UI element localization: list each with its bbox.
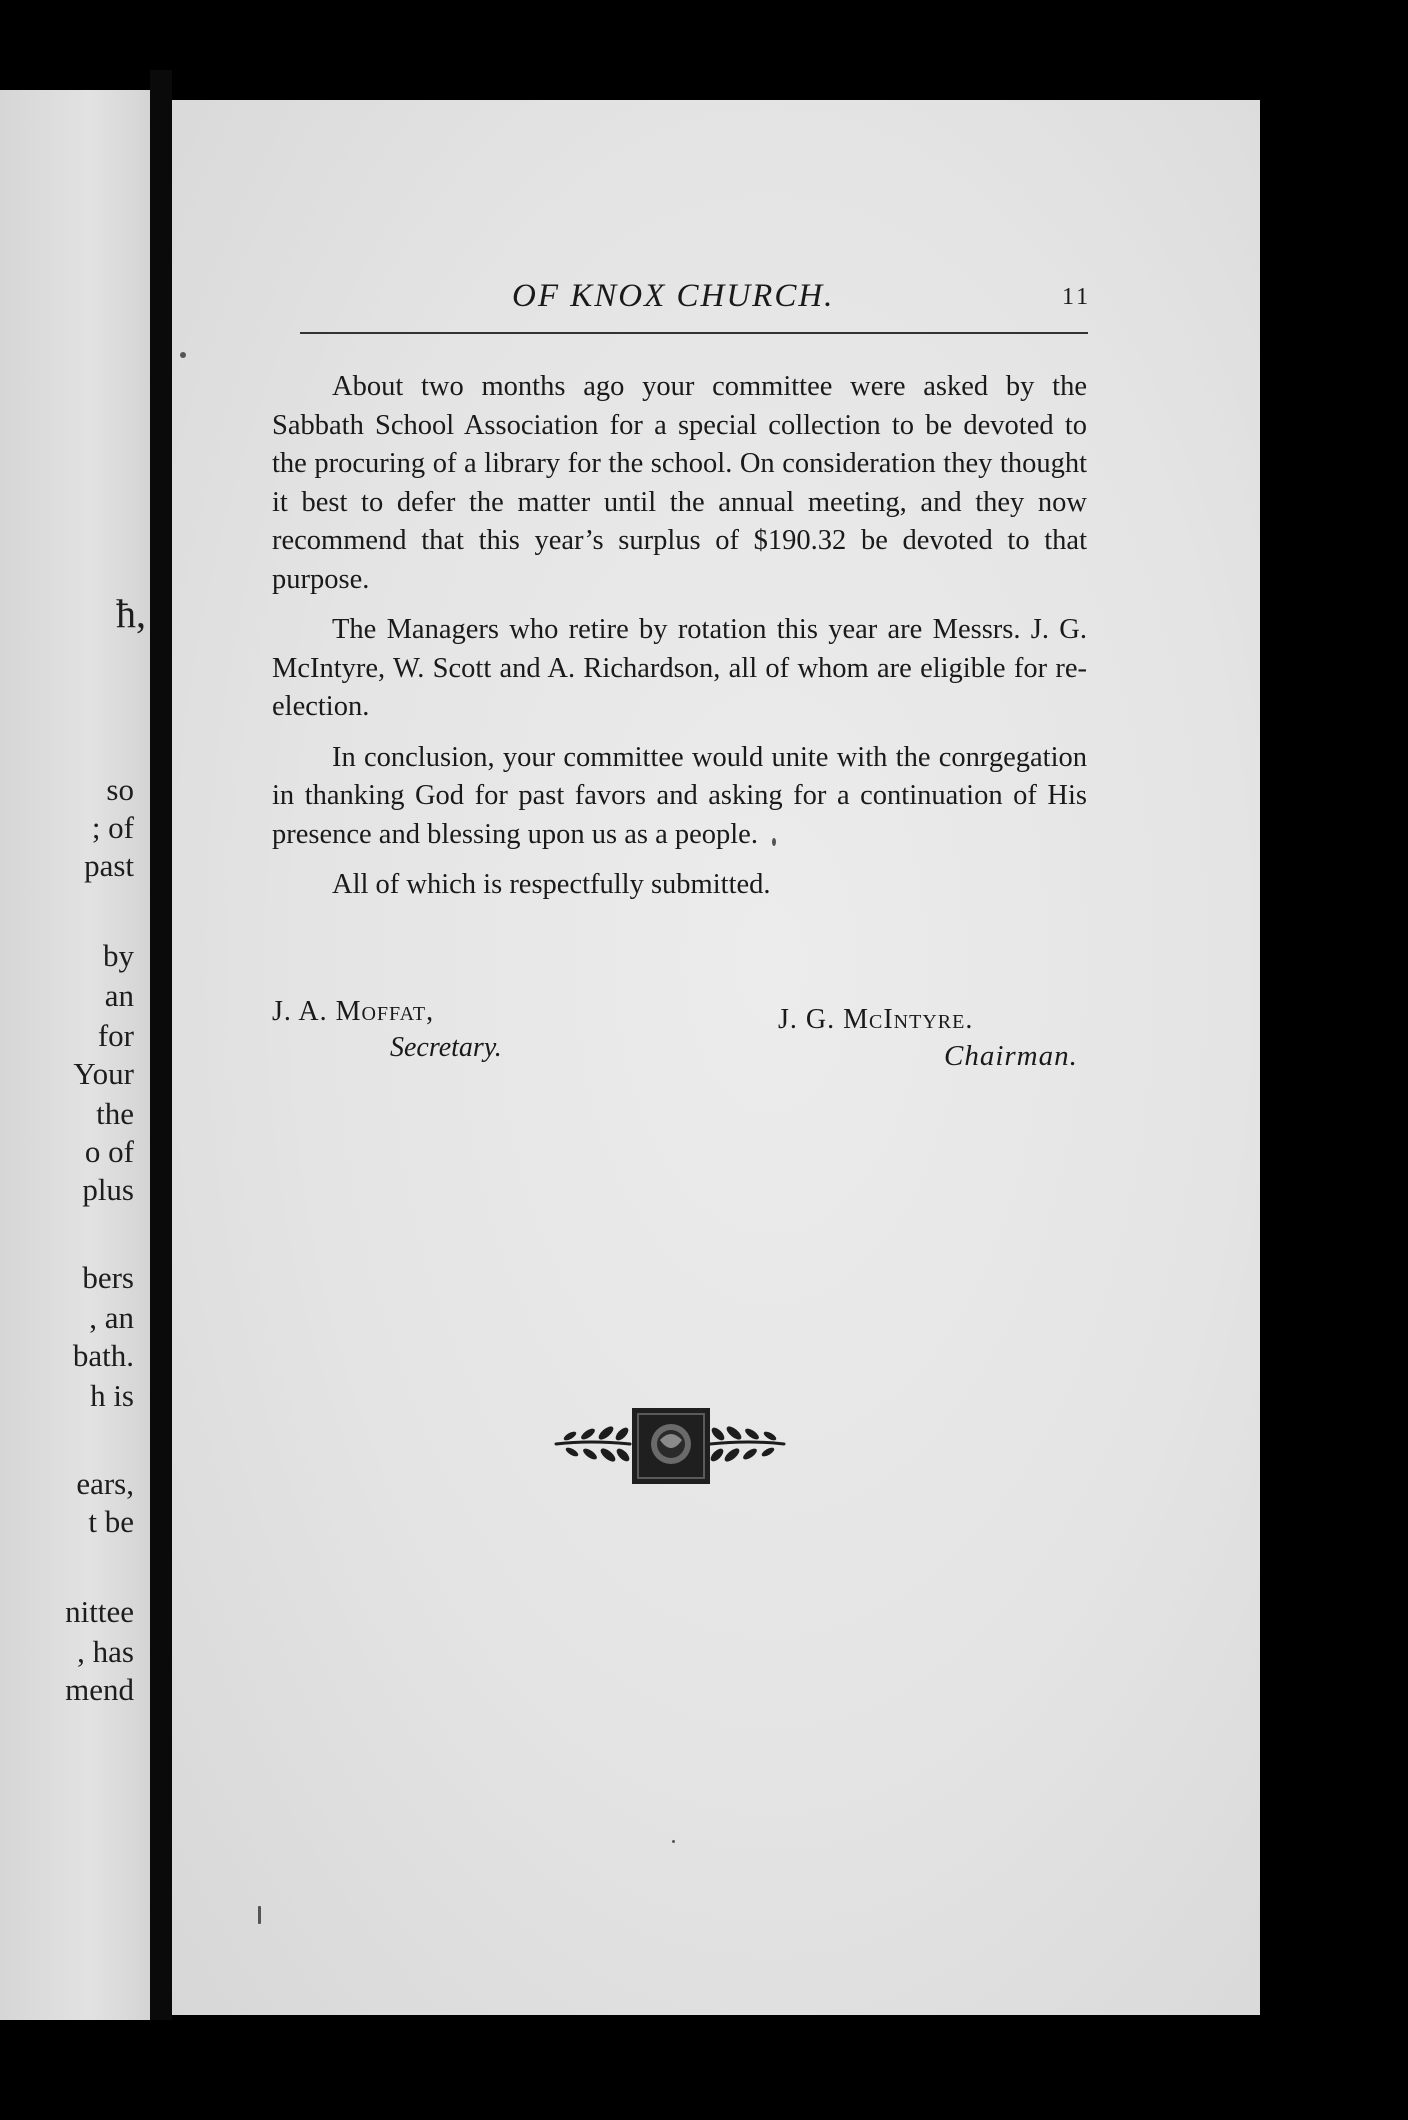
left-page-fragment: plus	[82, 1172, 134, 1207]
paragraph-submitted: All of which is respectfully submitted.	[332, 869, 771, 900]
paragraph-managers-rotation: The Managers who retire by rotation this year are Messrs. J. G. McIntyre, W. Scott and A. Richardson, all of whom are eligible for re-election.	[272, 614, 1087, 722]
left-page-fragment: ħ,	[116, 591, 146, 636]
header-rule	[300, 332, 1088, 334]
paragraph-conclusion: In conclusion, your committee would unite with the conrgegation in thanking God for past favors and asking for a continuation of His presence and blessing upon us as a people.	[272, 741, 1087, 850]
left-page-fragment: past	[84, 848, 134, 883]
chairman-title: Chairman.	[944, 1040, 1078, 1072]
left-page-fragment: , an	[89, 1300, 134, 1335]
left-page-fragment: by	[103, 938, 134, 973]
left-page-fragment: , has	[77, 1634, 134, 1669]
floral-vignette-icon	[550, 1400, 790, 1490]
running-head	[172, 278, 1260, 322]
running-title: OF KNOX CHURCH.	[512, 278, 835, 314]
left-page-fragment: nittee	[65, 1594, 134, 1629]
paper-speck	[772, 838, 776, 846]
left-page-fragment: so	[106, 772, 134, 807]
paper-speck	[258, 1906, 261, 1924]
left-page-fragment: bers	[82, 1260, 134, 1295]
left-page-fragment: mend	[65, 1672, 134, 1707]
paragraph-library-collection: About two months ago your committee were asked by the Sabbath School Association for a special collection to be devoted to the procuring of a library for the school. On consideration they thought it best to defer the matter until the annual meeting, and they now recommend that this year’s surplus of $190.32 be devoted to that purpose.	[272, 371, 1087, 595]
left-page-fragment: ears,	[76, 1466, 134, 1501]
secretary-name: J. A. Moffat,	[272, 996, 435, 1027]
signature-block	[272, 996, 1087, 1106]
secretary-title: Secretary.	[390, 1032, 502, 1063]
report-body	[272, 368, 1087, 917]
left-page-fragment: t be	[88, 1504, 134, 1539]
left-page-fragment: bath.	[72, 1338, 134, 1373]
page-number: 11	[1062, 284, 1092, 310]
left-page-fragment: o of	[84, 1134, 134, 1169]
left-page-fragment: ; of	[91, 810, 134, 845]
left-page-fragment: an	[104, 978, 134, 1013]
left-page-fragment: for	[97, 1018, 134, 1053]
left-page-fragment: Your	[73, 1056, 134, 1091]
left-page-fragment: the	[96, 1096, 134, 1131]
paper-speck	[180, 352, 186, 358]
paper-speck	[672, 1840, 675, 1843]
right-page	[172, 100, 1260, 2015]
book-gutter	[150, 70, 172, 2020]
left-facing-page	[0, 90, 150, 2020]
left-page-fragment: h is	[90, 1378, 134, 1413]
chairman-name: J. G. McIntyre.	[778, 1004, 974, 1035]
